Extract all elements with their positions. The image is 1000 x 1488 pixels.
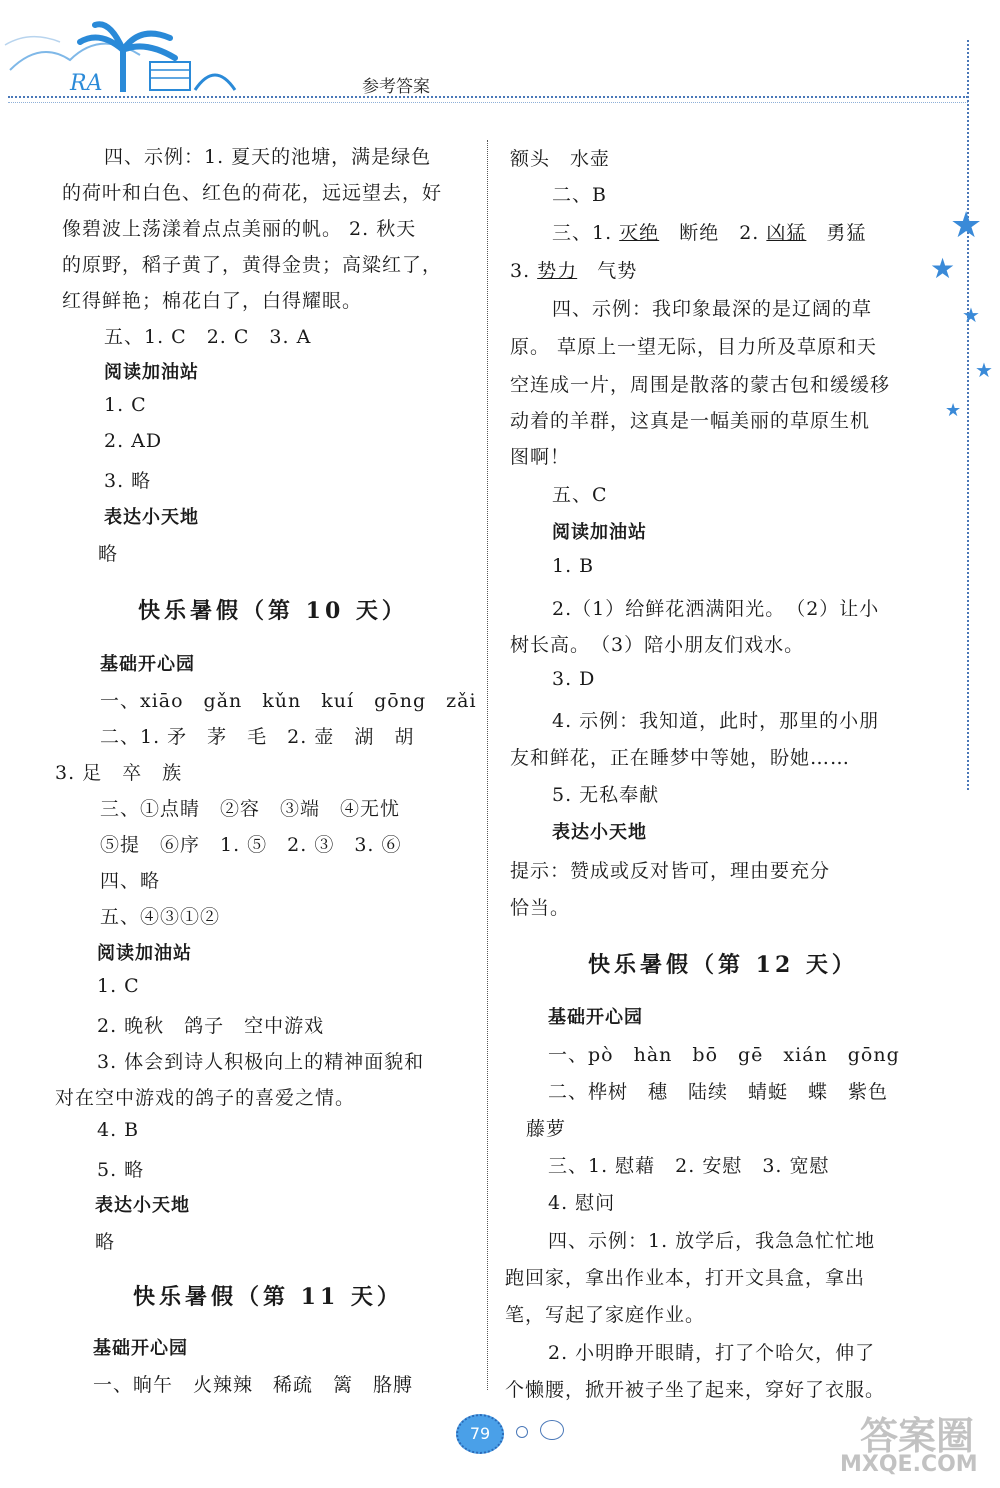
text-line: 提示：赞成或反对皆可，理由要充分 xyxy=(510,860,831,882)
watermark-url: MXQE.COM xyxy=(840,1452,978,1477)
text-line: ⑤提 ⑥序 1. ⑤ 2. ③ 3. ⑥ xyxy=(100,834,402,856)
text-line: 2. AD xyxy=(104,430,163,452)
text-line: 4. 示例：我知道，此时，那里的小朋 xyxy=(552,710,880,732)
text-line: 四、示例：1. 放学后，我急急忙忙地 xyxy=(548,1230,876,1252)
text-line: 的原野，稻子黄了，黄得金贵；高粱红了， xyxy=(62,254,443,276)
underlined-answer: 灭绝 xyxy=(619,222,660,244)
text-line: 二、桦树 穗 陆续 蜻蜓 蝶 紫色 xyxy=(548,1081,889,1103)
section-heading: 阅读加油站 xyxy=(104,362,199,383)
text-line: 五、④③①② xyxy=(100,906,221,928)
section-heading: 基础开心园 xyxy=(548,1007,643,1028)
text-line: 三、①点睛 ②容 ③端 ④无忧 xyxy=(100,798,401,820)
text-line: 四、示例：1. 夏天的池塘，满是绿色 xyxy=(104,146,432,168)
text-line: 2. 小明睁开眼睛，打了个哈欠，伸了 xyxy=(548,1342,876,1364)
page-number: 79 xyxy=(456,1414,504,1454)
star-icon: ★ xyxy=(950,205,983,246)
text-line: 四、示例：我印象最深的是辽阔的草 xyxy=(552,298,873,320)
star-icon: ★ xyxy=(975,358,993,382)
logo-text: RA xyxy=(70,71,103,96)
star-icon: ★ xyxy=(945,400,962,421)
text-line: 空连成一片，周围是散落的蒙古包和缓缓移 xyxy=(510,374,891,396)
text-line: 一、xiāo gǎn kǔn kuí gōng zǎi xyxy=(100,690,477,712)
section-heading: 基础开心园 xyxy=(93,1338,188,1359)
text-line: 个懒腰，掀开被子坐了起来，穿好了衣服。 xyxy=(505,1379,886,1401)
palm-tree-logo-icon xyxy=(0,0,260,100)
section-heading: 基础开心园 xyxy=(100,654,195,675)
chapter-title: 快乐暑假（第 11 天） xyxy=(133,1284,403,1310)
section-heading: 表达小天地 xyxy=(95,1195,190,1216)
text-line: 像碧波上荡漾着点点美丽的帆。 2. 秋天 xyxy=(62,218,417,240)
section-heading: 表达小天地 xyxy=(552,822,647,843)
text-line: 2. 晚秋 鸽子 空中游戏 xyxy=(97,1015,325,1037)
text-line: 3. 略 xyxy=(104,470,152,492)
text-line: 原。 草原上一望无际，目力所及草原和天 xyxy=(510,336,878,358)
text-line: 额头 水壶 xyxy=(510,148,611,170)
header-rule-thin xyxy=(8,102,968,103)
text-line: 3. D xyxy=(552,668,596,690)
bubble-icon xyxy=(540,1420,564,1440)
chapter-title: 快乐暑假（第 10 天） xyxy=(138,598,408,624)
text-line: 红得鲜艳；棉花白了，白得耀眼。 xyxy=(62,290,363,312)
underlined-answer: 凶猛 xyxy=(766,222,807,244)
section-heading: 表达小天地 xyxy=(104,507,199,528)
section-heading: 阅读加油站 xyxy=(97,943,192,964)
text-line: 五、1. C 2. C 3. A xyxy=(104,326,312,348)
text-line: 跑回家，拿出作业本，打开文具盒，拿出 xyxy=(505,1267,866,1289)
text-line: 1. B xyxy=(552,555,595,577)
watermark-logo: 答案圈 xyxy=(860,1414,975,1458)
bubble-icon xyxy=(516,1426,528,1438)
text-line: 笔，写起了家庭作业。 xyxy=(505,1304,706,1326)
text-line: 1. C xyxy=(97,975,140,997)
text-line: 的荷叶和白色、红色的荷花，远远望去，好 xyxy=(62,182,443,204)
text-line: 略 xyxy=(98,543,119,565)
text-line: 三、1. 灭绝 断绝 2. 凶猛 勇猛 xyxy=(552,222,867,244)
text-line: 4. B xyxy=(97,1119,140,1141)
text-line: 一、pò hàn bō gē xián gōng xyxy=(548,1044,900,1066)
text-line: 3. 足 卒 族 xyxy=(55,762,183,784)
text-line: 4. 慰问 xyxy=(548,1192,616,1214)
text-line: 5. 无私奉献 xyxy=(552,784,660,806)
text-line: 二、B xyxy=(552,184,607,206)
chapter-title: 快乐暑假（第 12 天） xyxy=(588,952,858,978)
underlined-answer: 势力 xyxy=(537,260,578,282)
page-header xyxy=(0,0,1000,110)
text-line: 四、略 xyxy=(100,870,161,892)
side-dotted-rule xyxy=(967,40,969,790)
text-line: 二、1. 矛 茅 毛 2. 壶 湖 胡 xyxy=(100,726,415,748)
text-line: 一、晌午 火辣辣 稀疏 篱 胳膊 xyxy=(93,1374,414,1396)
text-line: 1. C xyxy=(104,394,147,416)
text-line: 略 xyxy=(95,1231,116,1253)
text-line: 三、1. 慰藉 2. 安慰 3. 宽慰 xyxy=(548,1155,830,1177)
text-line: 2.（1）给鲜花洒满阳光。 （2）让小 xyxy=(552,598,880,620)
text-line: 5. 略 xyxy=(97,1159,145,1181)
section-heading: 阅读加油站 xyxy=(552,522,647,543)
star-icon: ★ xyxy=(930,252,956,285)
header-title: 参考答案 xyxy=(362,77,430,97)
text-line: 藤萝 xyxy=(526,1118,567,1140)
text-line: 五、C xyxy=(552,484,608,506)
text-line: 3. 体会到诗人积极向上的精神面貌和 xyxy=(97,1051,425,1073)
text-line: 动着的羊群，这真是一幅美丽的草原生机 xyxy=(510,410,871,432)
text-line: 对在空中游戏的鸽子的喜爱之情。 xyxy=(55,1087,356,1109)
column-divider xyxy=(487,140,488,1390)
text-line: 友和鲜花，正在睡梦中等她，盼她…… xyxy=(510,747,851,769)
text-line: 图啊！ xyxy=(510,446,571,468)
star-icon: ★ xyxy=(962,303,980,327)
text-line: 恰当。 xyxy=(510,897,571,919)
header-rule xyxy=(8,96,968,98)
text-line: 树长高。 （3）陪小朋友们戏水。 xyxy=(510,634,805,656)
text-line: 3. 势力 气势 xyxy=(510,260,638,282)
